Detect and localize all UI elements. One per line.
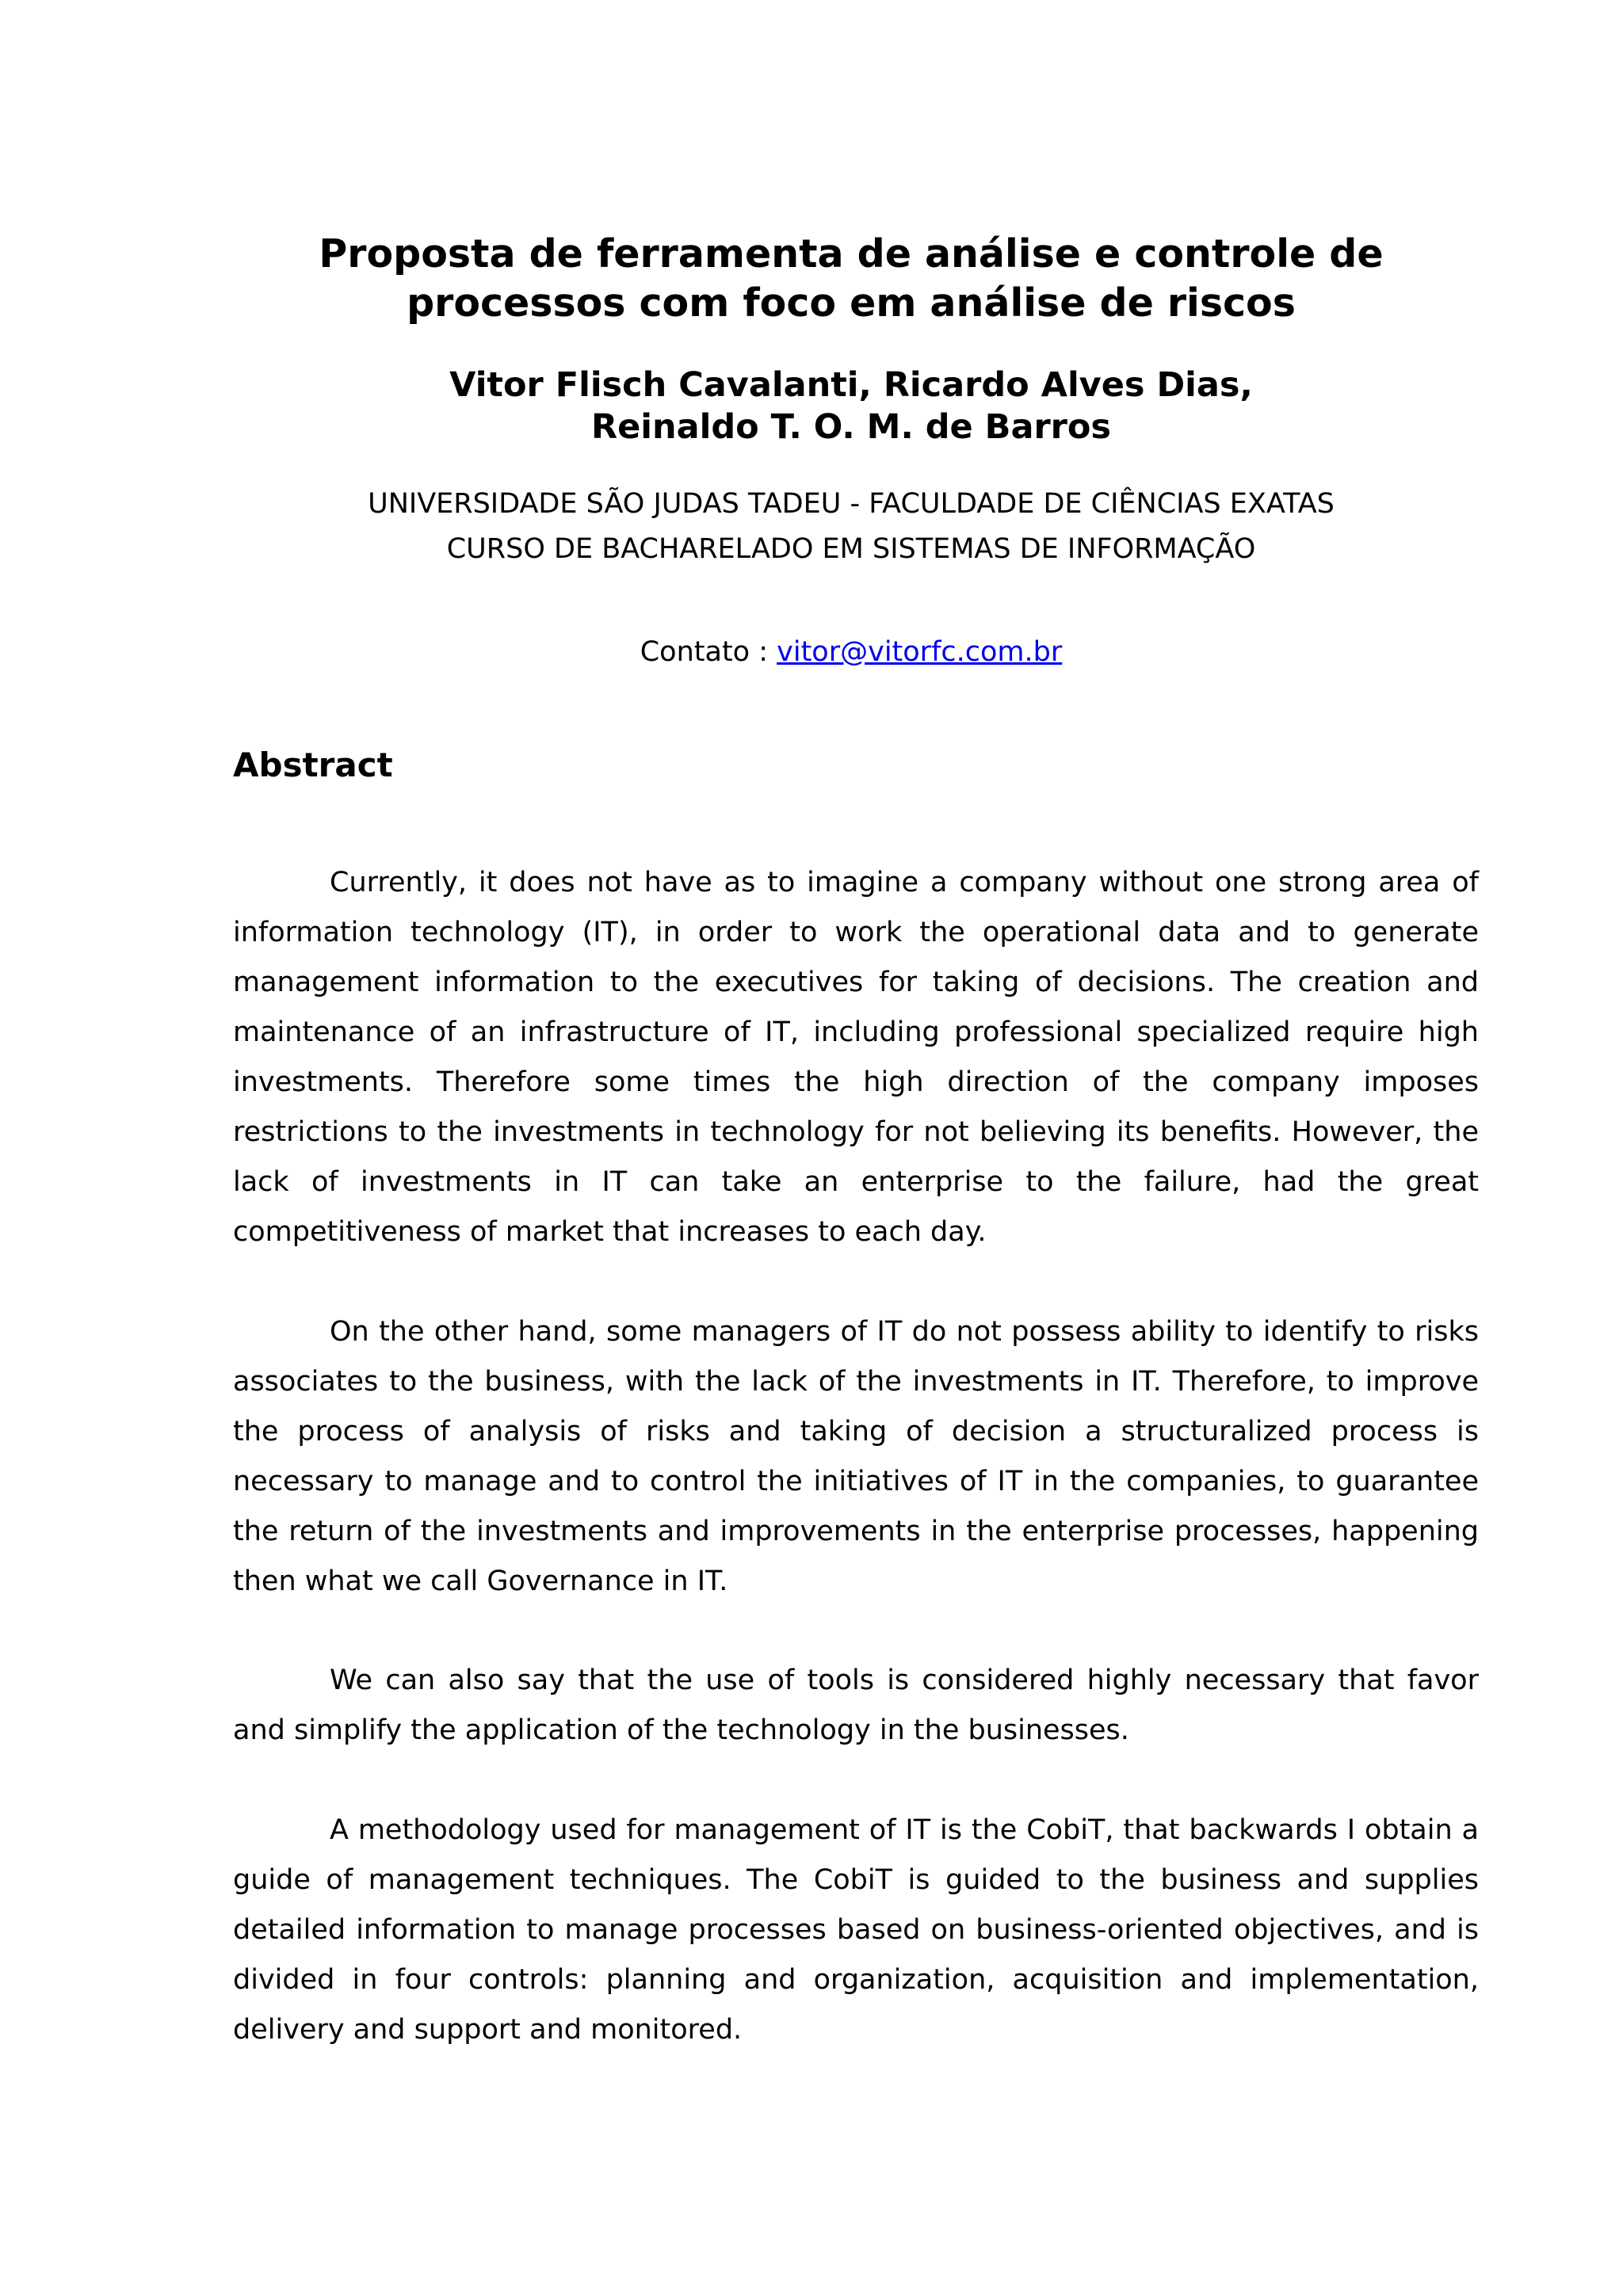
abstract-paragraph-3: We can also say that the use of tools is considered highly necessary that favor and simplify the application of the technology in the businesses. bbox=[233, 1665, 1479, 1746]
contact-label: Contato : bbox=[640, 636, 768, 668]
abstract-paragraph-1: Currently, it does not have as to imagine a company without one strong area of information technology (IT), in order to work the operational data and to generate management information to the executives for taking of decisions. The creation and maintenance of an infrastructure of IT, including professional specialized require high investments. Therefore some times the high direction of the company imposes restrictions to the investments in technology for not believing its benefits. However, the lack of investments in IT can take an enterprise to the failure, had the great competitiveness of market that increases to each day. bbox=[233, 867, 1479, 1248]
contact-email-link[interactable]: vitor@vitorfc.com.br bbox=[777, 636, 1063, 668]
author-list bbox=[233, 364, 1469, 448]
authors-line-2: Reinaldo T. O. M. de Barros bbox=[590, 407, 1112, 447]
paper-title: Proposta de ferramenta de análise e controle de processos com foco em análise de riscos bbox=[319, 231, 1384, 326]
affiliation-line-1: UNIVERSIDADE SÃO JUDAS TADEU - FACULDADE DE CIÊNCIAS EXATAS bbox=[368, 488, 1335, 520]
affiliation bbox=[233, 482, 1469, 572]
abstract-paragraph-4: A methodology used for management of IT is the CobiT, that backwards I obtain a guide of management techniques. The CobiT is guided to the business and supplies detailed information to manage processes based on business-oriented objectives, and is divided in four controls: planning and organization, acquisition and implementation, delivery and support and monitored. bbox=[233, 1814, 1479, 2046]
abstract-paragraph-2: On the other hand, some managers of IT do not possess ability to identify to risks associates to the business, with the lack of the investments in IT. Therefore, to improve the process of analysis of risks and taking of decision a structuralized process is necessary to manage and to control the initiatives of IT in the companies, to guarantee the return of the investments and improvements in the enterprise processes, happening then what we call Governance in IT. bbox=[233, 1316, 1479, 1597]
affiliation-line-2: CURSO DE BACHARELADO EM SISTEMAS DE INFORMAÇÃO bbox=[446, 533, 1256, 565]
contact-line bbox=[233, 632, 1469, 672]
authors-line-1: Vitor Flisch Cavalanti, Ricardo Alves Dias, bbox=[449, 365, 1253, 405]
abstract-heading: Abstract bbox=[233, 746, 393, 784]
